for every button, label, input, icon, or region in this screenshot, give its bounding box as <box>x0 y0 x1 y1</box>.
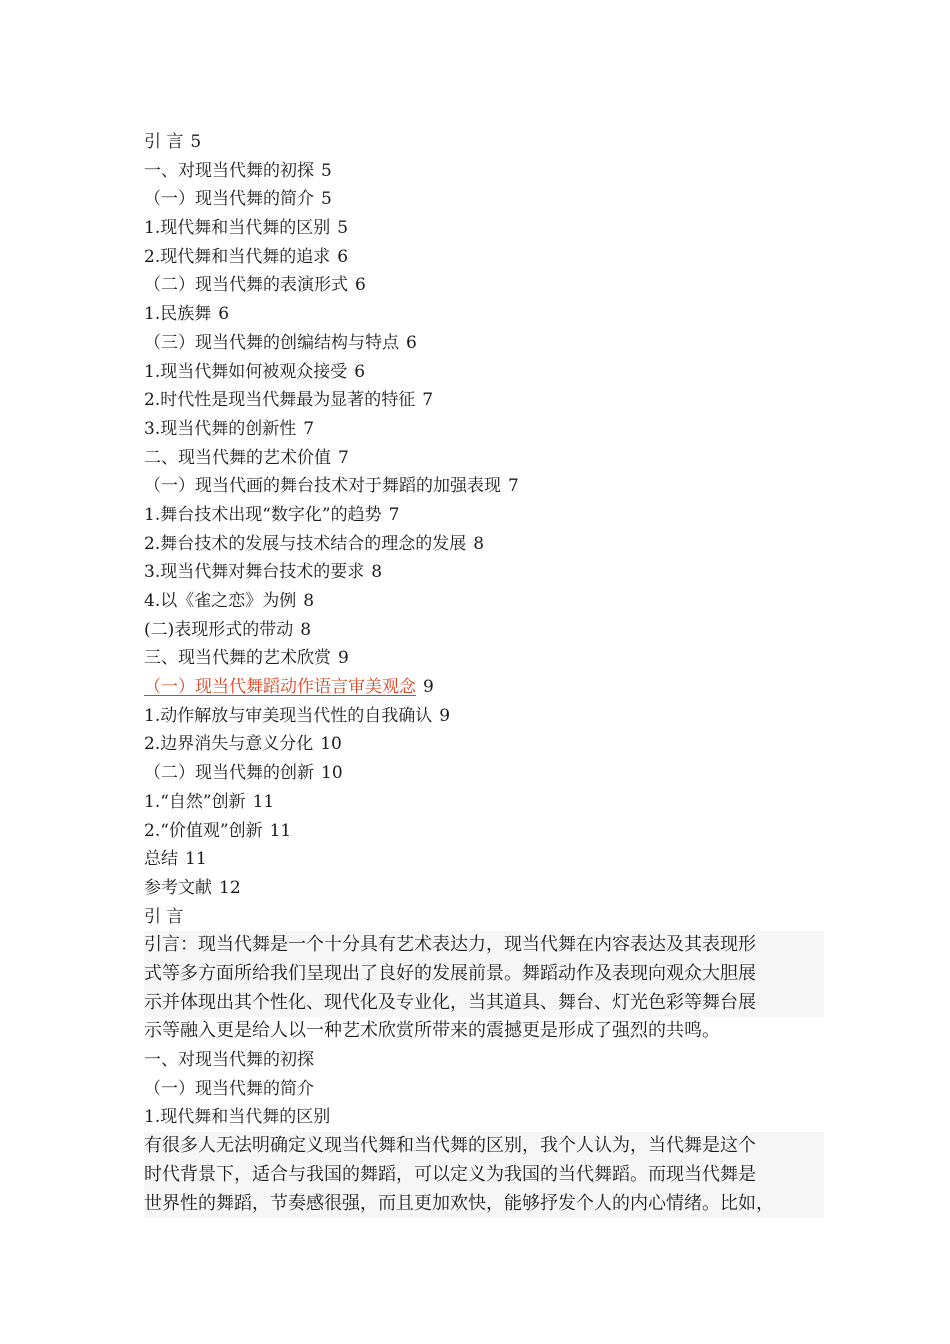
toc-entry-title: 3.现当代舞的创新性 <box>144 418 297 439</box>
item-heading: 1.现代舞和当代舞的区别 <box>144 1107 331 1128</box>
toc-entry-page: 5 <box>321 160 332 181</box>
toc-entry[interactable] <box>144 788 824 817</box>
toc-entry-page: 5 <box>337 218 349 239</box>
toc-entry-page: 6 <box>337 246 349 267</box>
toc-entry-title: 1.动作解放与审美现当代性的自我确认 <box>144 705 433 726</box>
paragraph-line: 有很多人无法明确定义现当代舞和当代舞的区别，我个人认为，当代舞是这个 <box>144 1132 824 1161</box>
table-of-contents <box>144 128 824 903</box>
toc-entry-page: 12 <box>219 877 241 898</box>
toc-entry-page: 11 <box>269 820 292 841</box>
toc-entry-link-text[interactable]: （一）现当代舞蹈动作语言审美观念 <box>144 677 416 698</box>
paragraph-line: 示等融入更是给人以一种艺术欣赏所带来的震撼更是形成了强烈的共鸣。 <box>144 1020 720 1042</box>
toc-entry[interactable] <box>144 472 824 501</box>
document-content <box>144 128 824 1218</box>
toc-entry-page: 6 <box>354 361 366 382</box>
toc-entry-page: 8 <box>473 533 485 554</box>
toc-entry-page: 9 <box>439 705 451 726</box>
toc-entry[interactable] <box>144 386 824 415</box>
toc-entry-page: 9 <box>423 677 434 698</box>
toc-entry[interactable] <box>144 845 824 874</box>
toc-entry-title: （三）现当代舞的创编结构与特点 <box>144 332 399 353</box>
toc-entry[interactable] <box>144 271 824 300</box>
toc-entry-hyperlink[interactable] <box>144 673 824 702</box>
toc-entry-page: 10 <box>321 763 343 784</box>
section-heading: 一、对现当代舞的初探 <box>144 1050 314 1071</box>
toc-entry-title: (二)表现形式的带动 <box>144 619 294 640</box>
toc-entry-title: 二、现当代舞的艺术价值 <box>144 447 331 468</box>
toc-entry-title: 2.时代性是现当代舞最为显著的特征 <box>144 390 416 411</box>
toc-entry-page: 8 <box>371 562 383 583</box>
toc-entry-page: 10 <box>320 734 342 755</box>
toc-entry[interactable] <box>144 587 824 616</box>
toc-entry-title: 2.现代舞和当代舞的追求 <box>144 246 331 267</box>
toc-entry-title: 1.民族舞 <box>144 304 212 325</box>
toc-entry-page: 8 <box>303 591 315 611</box>
toc-entry-title: 3.现当代舞对舞台技术的要求 <box>144 562 365 583</box>
toc-entry[interactable] <box>144 214 824 243</box>
toc-entry[interactable] <box>144 243 824 272</box>
toc-entry[interactable] <box>144 730 824 759</box>
toc-entry-title: （二）现当代舞的表演形式 <box>144 275 348 296</box>
toc-entry-page: 6 <box>406 332 417 353</box>
toc-entry[interactable] <box>144 817 824 846</box>
toc-entry-page: 8 <box>300 619 312 640</box>
paragraph-line: 式等多方面所给我们呈现出了良好的发展前景。舞蹈动作及表现向观众大胆展 <box>144 960 824 989</box>
paragraph-line: 世界性的舞蹈，节奏感很强，而且更加欢快，能够抒发个人的内心情绪。比如， <box>144 1190 824 1219</box>
toc-entry[interactable] <box>144 501 824 530</box>
toc-entry[interactable] <box>144 415 824 444</box>
toc-entry-title: 2.边界消失与意义分化 <box>144 734 314 755</box>
toc-entry-page: 5 <box>321 189 332 210</box>
toc-entry-page: 9 <box>338 648 349 669</box>
toc-entry[interactable] <box>144 300 824 329</box>
toc-entry-intro[interactable] <box>144 128 824 157</box>
toc-entry-page: 7 <box>422 390 434 411</box>
toc-entry-title: 1.“自然”创新 <box>144 791 246 812</box>
toc-entry-page: 6 <box>355 275 366 296</box>
toc-entry[interactable] <box>144 157 824 186</box>
toc-entry[interactable] <box>144 358 824 387</box>
toc-entry-title: 1.现当代舞如何被观众接受 <box>144 361 348 382</box>
toc-entry-page: 11 <box>185 849 207 870</box>
toc-entry-title: 2.“价值观”创新 <box>144 820 263 841</box>
toc-entry-page: 6 <box>218 304 230 325</box>
toc-entry[interactable] <box>144 702 824 731</box>
toc-entry[interactable] <box>144 759 824 788</box>
toc-entry-page: 7 <box>303 418 315 439</box>
toc-entry-title: 参考文献 <box>144 877 212 898</box>
toc-entry[interactable] <box>144 444 824 473</box>
toc-entry-title: 一、对现当代舞的初探 <box>144 160 314 181</box>
toc-entry-page: 7 <box>388 504 400 525</box>
paragraph-line: 示并体现出其个性化、现代化及专业化，当其道具、舞台、灯光色彩等舞台展 <box>144 989 824 1018</box>
toc-entry-title: （二）现当代舞的创新 <box>144 763 314 784</box>
toc-entry[interactable] <box>144 185 824 214</box>
document-body <box>144 903 824 1219</box>
paragraph-line: 引言：现当代舞是一个十分具有艺术表达力，现当代舞在内容表达及其表现形 <box>144 931 824 960</box>
toc-entry-title: 1.舞台技术出现“数字化”的趋势 <box>144 504 382 525</box>
paragraph-line: 时代背景下，适合与我国的舞蹈，可以定义为我国的当代舞蹈。而现当代舞是 <box>144 1161 824 1190</box>
toc-entry-page: 7 <box>338 447 349 468</box>
toc-entry[interactable] <box>144 616 824 645</box>
toc-entry[interactable] <box>144 874 824 903</box>
toc-entry-title: 1.现代舞和当代舞的区别 <box>144 218 331 239</box>
toc-entry[interactable] <box>144 558 824 587</box>
toc-entry[interactable] <box>144 530 824 559</box>
toc-entry-title: （一）现当代舞的简介 <box>144 189 314 210</box>
toc-entry[interactable] <box>144 644 824 673</box>
body-paragraph <box>144 1132 824 1218</box>
toc-entry-title: 三、现当代舞的艺术欣赏 <box>144 648 331 669</box>
subsection-heading: （一）现当代舞的简介 <box>144 1078 314 1099</box>
toc-entry-page: 5 <box>190 132 202 152</box>
intro-paragraph <box>144 931 824 1046</box>
toc-entry-title: 2.舞台技术的发展与技术结合的理念的发展 <box>144 533 467 554</box>
toc-entry-title: 4.以《雀之恋》为例 <box>144 591 297 611</box>
toc-entry-title: （一）现当代画的舞台技术对于舞蹈的加强表现 <box>144 476 501 497</box>
toc-entry-page: 7 <box>508 476 519 497</box>
toc-entry[interactable] <box>144 329 824 358</box>
toc-entry-title: 引 言 <box>144 132 184 152</box>
toc-entry-title: 总结 <box>144 849 178 870</box>
toc-entry-page: 11 <box>252 791 275 812</box>
intro-heading: 引 言 <box>144 906 184 927</box>
